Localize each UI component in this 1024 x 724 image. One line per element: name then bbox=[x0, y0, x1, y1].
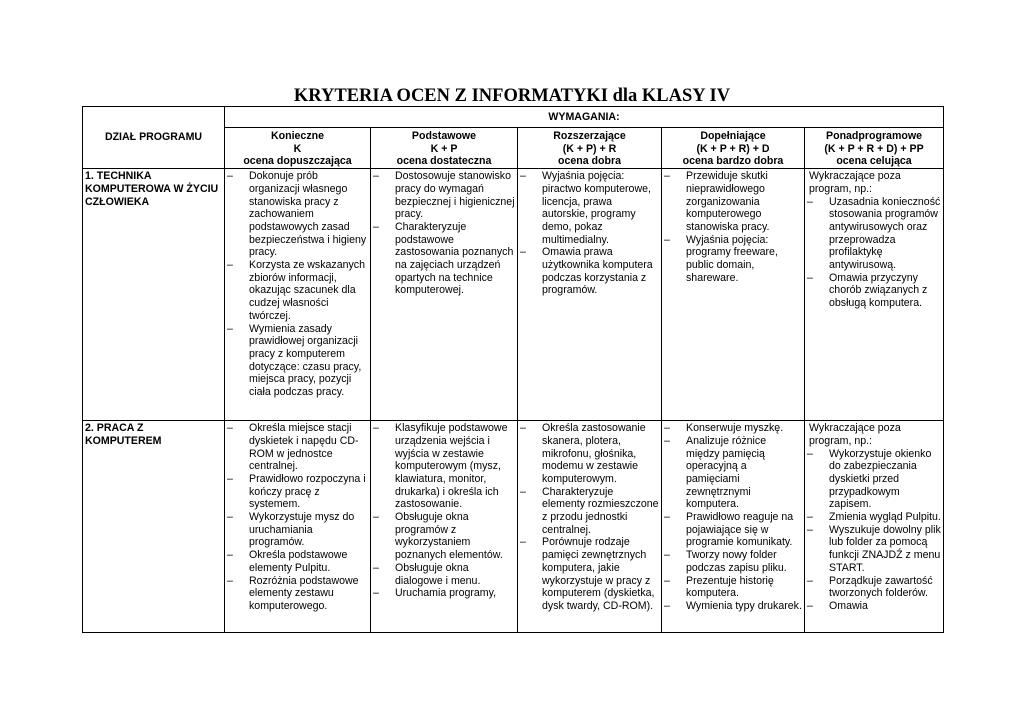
list-item: – Korzysta ze wskazanych zbiorów informacji, okazując szacunek dla cudzej własności twórczej. bbox=[227, 259, 365, 322]
level-header-d bbox=[662, 128, 805, 169]
dash-bullet: – bbox=[664, 233, 670, 246]
dash-bullet: – bbox=[373, 220, 379, 233]
dash-bullet: – bbox=[807, 195, 813, 208]
dash-bullet: – bbox=[807, 511, 813, 524]
list-item: – Określa zastosowanie skanera, plotera, mikrofonu, głośnika, modemu w zestawie komputerowym. bbox=[520, 422, 646, 485]
criteria-pp bbox=[805, 421, 944, 633]
list-item: – Charakteryzuje elementy rozmieszczone z przodu jednostki centralnej. bbox=[520, 485, 659, 536]
list-item: – Zmienia wygląd Pulpitu. bbox=[807, 511, 941, 524]
dash-bullet: – bbox=[664, 422, 670, 435]
section-column-header: DZIAŁ PROGRAMU bbox=[83, 107, 225, 169]
list-item: – Charakteryzuje podstawowe zastosowania poznanych na zajęciach urządzeń opartych na technice komputerowej. bbox=[373, 220, 514, 297]
document-title: KRYTERIA OCEN Z INFORMATYKI dla KLASY IV bbox=[293, 86, 731, 106]
criteria-table bbox=[82, 106, 944, 633]
list-item: – Określa miejsce stacji dyskietek i napędu CD-ROM w jednostce centralnej. bbox=[227, 422, 359, 473]
dash-bullet: – bbox=[664, 599, 670, 612]
level-header-r bbox=[518, 128, 662, 169]
table-row bbox=[83, 169, 944, 421]
dash-bullet: – bbox=[807, 271, 813, 284]
level-code: (K + P) + R bbox=[562, 142, 617, 155]
dash-bullet: – bbox=[227, 574, 233, 587]
dash-bullet: – bbox=[520, 246, 526, 259]
list-item: – Porządkuje zawartość tworzonych folderów. bbox=[807, 574, 933, 600]
dash-bullet: – bbox=[520, 422, 526, 435]
criteria-pp bbox=[805, 169, 944, 421]
level-grade: ocena dobra bbox=[558, 155, 621, 168]
dash-bullet: – bbox=[664, 170, 670, 183]
dash-bullet: – bbox=[520, 536, 526, 549]
level-grade: ocena bardzo dobra bbox=[682, 155, 784, 168]
list-item: – Wyjaśnia pojęcia: programy freeware, public domain, shareware. bbox=[664, 233, 778, 284]
section-label: 1. TECHNIKA KOMPUTEROWA W ŻYCIU CZŁOWIEKA bbox=[83, 169, 225, 421]
dash-bullet: – bbox=[807, 447, 813, 460]
level-code: (K + P + R + D) + PP bbox=[824, 142, 924, 155]
dash-bullet: – bbox=[373, 422, 379, 435]
dash-bullet: – bbox=[227, 170, 233, 183]
dash-bullet: – bbox=[373, 170, 379, 183]
level-header-p bbox=[371, 128, 518, 169]
level-name: Dopełniające bbox=[700, 130, 766, 142]
list-item: – Prezentuje historię komputera. bbox=[664, 574, 774, 600]
list-item: – Wyjaśnia pojęcia: piractwo komputerowe, licencja, prawa autorskie, programy demo, pokaz multimedialny. bbox=[520, 170, 651, 246]
list-item: – Prawidłowo reaguje na pojawiające się w programie komunikaty. bbox=[664, 511, 794, 549]
criteria-k bbox=[225, 421, 371, 633]
requirements-header: WYMAGANIA: bbox=[225, 107, 944, 128]
level-grade: ocena dostateczna bbox=[396, 155, 492, 168]
dash-bullet: – bbox=[664, 434, 670, 447]
dash-bullet: – bbox=[227, 259, 233, 272]
dash-bullet: – bbox=[227, 511, 233, 524]
list-item: – Określa podstawowe elementy Pulpitu. bbox=[227, 549, 348, 574]
level-name: Ponadprogramowe bbox=[826, 130, 922, 142]
level-name: Rozszerzające bbox=[553, 130, 626, 142]
list-item: – Wymienia typy drukarek. bbox=[664, 599, 802, 612]
pp-intro: Wykraczające poza program, np.: bbox=[809, 422, 901, 447]
list-item: – Omawia bbox=[807, 599, 868, 612]
dash-bullet: – bbox=[373, 511, 379, 524]
list-item: – Prawidłowo rozpoczyna i kończy pracę z systemem. bbox=[227, 472, 366, 511]
list-item: – Rozróżnia podstawowe elementy zestawu komputerowego. bbox=[227, 574, 359, 612]
list-item: – Obsługuje okna dialogowe i menu. bbox=[373, 561, 481, 587]
level-code: K + P bbox=[430, 142, 458, 155]
list-item: – Wyszukuje dowolny plik lub folder za pomocą funkcji ZNAJDŹ z menu START. bbox=[807, 523, 941, 574]
criteria-k bbox=[225, 169, 371, 421]
level-name: Konieczne bbox=[271, 130, 324, 142]
list-item: – Analizuje różnice między pamięcią operacyjną a pamięciami zewnętrznymi komputera. bbox=[664, 434, 767, 511]
level-code: (K + P + R) + D bbox=[696, 142, 770, 155]
level-grade: ocena dopuszczająca bbox=[243, 155, 352, 168]
section-label: 2. PRACA Z KOMPUTEREM bbox=[83, 421, 225, 633]
list-item: – Dostosowuje stanowisko pracy do wymagań bezpiecznej i higienicznej pracy. bbox=[373, 170, 515, 221]
list-item: – Tworzy nowy folder podczas zapisu pliku. bbox=[664, 549, 787, 574]
dash-bullet: – bbox=[664, 574, 670, 587]
dash-bullet: – bbox=[664, 549, 670, 562]
list-item: – Omawia prawa użytkownika komputera podczas korzystania z programów. bbox=[520, 246, 653, 297]
criteria-d bbox=[662, 169, 805, 421]
list-item: – Przewiduje skutki nieprawidłowego zorganizowania komputerowego stanowiska pracy. bbox=[664, 170, 770, 233]
list-item: – Klasyfikuje podstawowe urządzenia wejścia i wyjścia w zestawie komputerowym (mysz, klawiatura, monitor, drukarka) i określa ich zastosowanie. bbox=[373, 422, 508, 511]
dash-bullet: – bbox=[227, 472, 233, 485]
dash-bullet: – bbox=[373, 587, 379, 600]
criteria-r bbox=[518, 421, 662, 633]
criteria-p bbox=[371, 421, 518, 633]
dash-bullet: – bbox=[664, 511, 670, 524]
criteria-r bbox=[518, 169, 662, 421]
list-item: – Wymienia zasady prawidłowej organizacji pracy z komputerem dotyczące: czasu pracy, miejsca pracy, pozycji ciała podczas pracy. bbox=[227, 322, 362, 399]
pp-intro: Wykraczające poza program, np.: bbox=[809, 170, 901, 195]
list-item: – Dokonuje prób organizacji własnego stanowiska pracy z zachowaniem podstawowych zasad bezpieczeństwa i higieny pracy. bbox=[227, 170, 367, 259]
dash-bullet: – bbox=[373, 561, 379, 574]
level-header-pp bbox=[805, 128, 944, 169]
dash-bullet: – bbox=[227, 322, 233, 335]
list-item: – Obsługuje okna programów z wykorzystaniem poznanych elementów. bbox=[373, 511, 503, 562]
list-item: – Konserwuje myszkę. bbox=[664, 422, 784, 435]
list-item: – Wykorzystuje mysz do uruchamiania programów. bbox=[227, 511, 355, 549]
table-row bbox=[83, 421, 944, 633]
dash-bullet: – bbox=[227, 422, 233, 435]
criteria-d bbox=[662, 421, 805, 633]
list-item: – Uzasadnia konieczność stosowania programów antywirusowych oraz przeprowadza profilaktykę antywirusową. bbox=[807, 195, 941, 272]
list-item: – Wykorzystuje okienko do zabezpieczania dyskietki przed przypadkowym zapisem. bbox=[807, 447, 932, 511]
level-name: Podstawowe bbox=[411, 130, 477, 142]
dash-bullet: – bbox=[520, 485, 526, 498]
dash-bullet: – bbox=[807, 574, 813, 587]
criteria-p bbox=[371, 169, 518, 421]
list-item: – Porównuje rodzaje pamięci zewnętrznych komputera, jakie wykorzystuje w pracy z komputerem (dyskietka, dysk twardy, CD-ROM). bbox=[520, 536, 655, 612]
dash-bullet: – bbox=[807, 523, 813, 536]
dash-bullet: – bbox=[227, 549, 233, 562]
level-grade: ocena celująca bbox=[836, 155, 912, 168]
list-item: – Omawia przyczyny chorób związanych z obsługą komputera. bbox=[807, 271, 928, 310]
list-item: – Uruchamia programy, bbox=[373, 587, 497, 600]
level-header-k bbox=[225, 128, 371, 169]
dash-bullet: – bbox=[807, 599, 813, 612]
dash-bullet: – bbox=[520, 170, 526, 183]
level-code: K bbox=[293, 142, 302, 155]
